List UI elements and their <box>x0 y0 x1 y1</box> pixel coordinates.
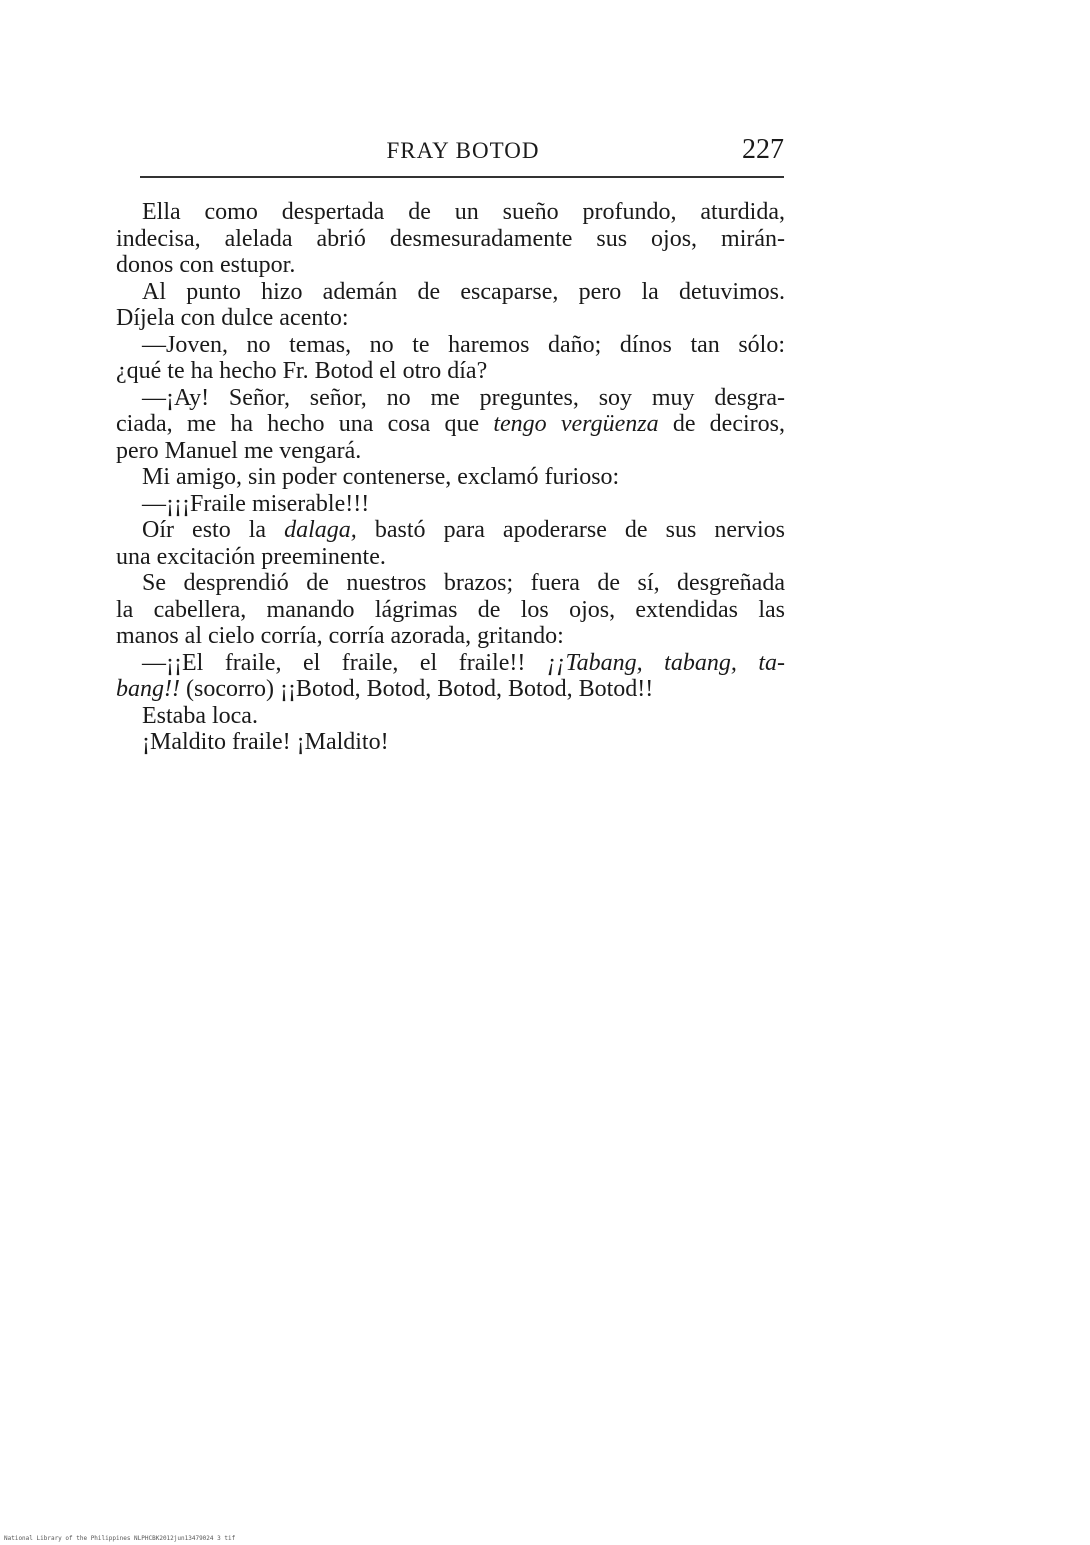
text-line: Ella como despertada de un sueño profundo, aturdida, <box>142 199 785 225</box>
text-line: Estaba loca. <box>142 702 258 729</box>
text-line: ¿qué te ha hecho Fr. Botod el otro día? <box>116 358 488 384</box>
text-line: —¡¡El fraile, el fraile, el fraile!! ¡¡Tabang, tabang, ta- <box>142 649 786 676</box>
running-head <box>140 134 786 168</box>
text-line: Mi amigo, sin poder contenerse, exclamó furioso: <box>142 464 620 490</box>
text-line: Díjela con dulce acento: <box>116 305 349 331</box>
text-line: indecisa, alelada abrió desmesuradamente sus ojos, mirán- <box>116 225 785 252</box>
text-line: Al punto hizo ademán de escaparse, pero la detuvimos. <box>142 278 785 305</box>
text-line: pero Manuel me vengará. <box>116 437 362 464</box>
text-line: una excitación preeminente. <box>116 543 386 570</box>
text-line: —Joven, no temas, no te haremos daño; dínos tan sólo: <box>142 331 785 358</box>
text-line: —¡Ay! Señor, señor, no me preguntes, soy muy desgra- <box>142 384 785 411</box>
body-text <box>116 199 785 756</box>
page-number: 227 <box>742 134 784 165</box>
text-line: manos al cielo corría, corría azorada, gritando: <box>116 623 564 649</box>
header-rule <box>140 176 784 178</box>
text-line: Se desprendió de nuestros brazos; fuera de sí, desgreñada <box>142 570 785 596</box>
text-line: Oír esto la dalaga, bastó para apoderarse de sus nervios <box>142 517 785 543</box>
text-line: donos con estupor. <box>116 252 296 278</box>
text-line: ciada, me ha hecho una cosa que tengo vergüenza de deciros, <box>116 411 785 437</box>
running-head-title: FRAY BOTOD <box>386 138 540 163</box>
text-line: —¡¡¡Fraile miserable!!! <box>142 490 370 517</box>
text-line: bang!! (socorro) ¡¡Botod, Botod, Botod, Botod, Botod!! <box>116 676 654 702</box>
text-line: la cabellera, manando lágrimas de los ojos, extendidas las <box>116 596 785 623</box>
text-line: ¡Maldito fraile! ¡Maldito! <box>142 729 389 755</box>
scan-footer-note: National Library of the Philippines NLPHCBK2012jun13479024 3 tif <box>4 1535 236 1542</box>
